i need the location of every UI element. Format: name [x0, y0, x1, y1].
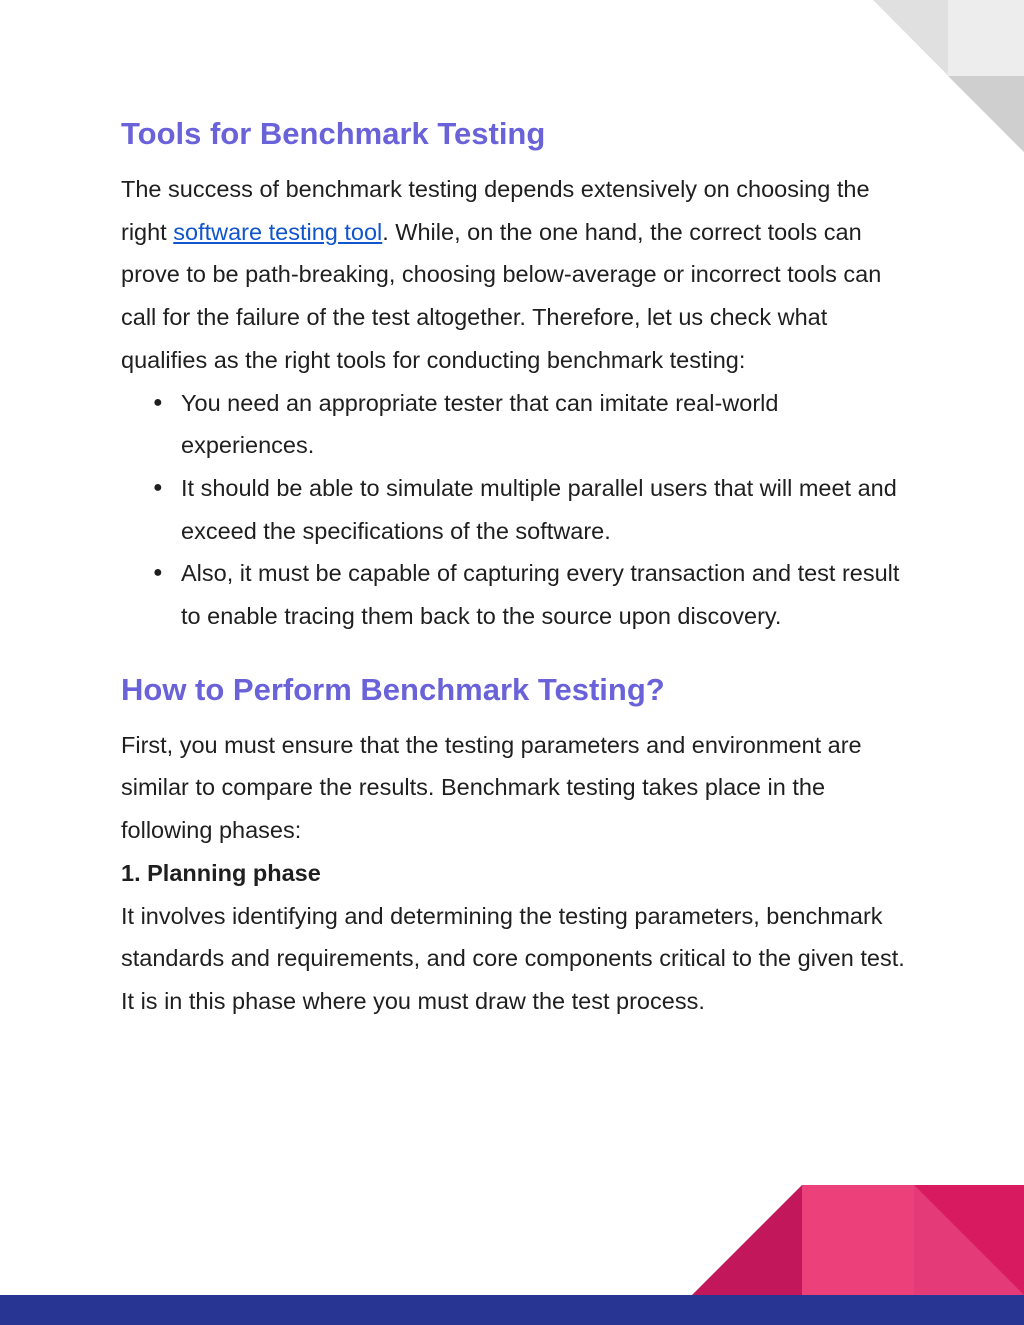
bullet-icon: ●	[153, 564, 163, 582]
tools-bullet-list	[121, 382, 911, 638]
software-testing-tool-link[interactable]: software testing tool	[173, 218, 383, 245]
footer-bar	[0, 1295, 1024, 1325]
bullet-icon: ●	[153, 393, 163, 411]
document-content	[121, 110, 911, 1023]
list-item-text: You need an appropriate tester that can imitate real-world experiences.	[181, 389, 779, 459]
planning-phase-paragraph: It involves identifying and determining the testing parameters, benchmark standards and requirements, and core components critical to the given test. It is in this phase where you must draw the test process.	[121, 902, 905, 1014]
list-item	[153, 382, 911, 467]
section-heading-tools: Tools for Benchmark Testing	[121, 116, 546, 151]
list-item	[153, 552, 911, 637]
section-heading-how-to: How to Perform Benchmark Testing?	[121, 671, 665, 707]
bottom-right-corner-decoration	[692, 1185, 1024, 1295]
list-item-text: It should be able to simulate multiple parallel users that will meet and exceed the specifications of the software.	[181, 474, 897, 544]
tools-intro-paragraph	[121, 168, 911, 382]
planning-phase-title: 1. Planning phase	[121, 859, 321, 886]
how-to-intro-paragraph: First, you must ensure that the testing parameters and environment are similar to compare the results. Benchmark testing takes place in the following phases:	[121, 731, 862, 844]
bullet-icon: ●	[153, 478, 163, 496]
intro-text-before-link: The success of benchmark testing depends extensively on choosing the right	[121, 176, 870, 245]
list-item-text: Also, it must be capable of capturing every transaction and test result to enable tracing them back to the source upon discovery.	[181, 560, 900, 630]
intro-text-after-link: . While, on the one hand, the correct tools can prove to be path-breaking, choosing below-average or incorrect tools can call for the failure of the test altogether. Therefore, let us check what qualifies as the right tools for conducting benchmark testing:	[121, 218, 882, 373]
list-item	[153, 467, 911, 552]
